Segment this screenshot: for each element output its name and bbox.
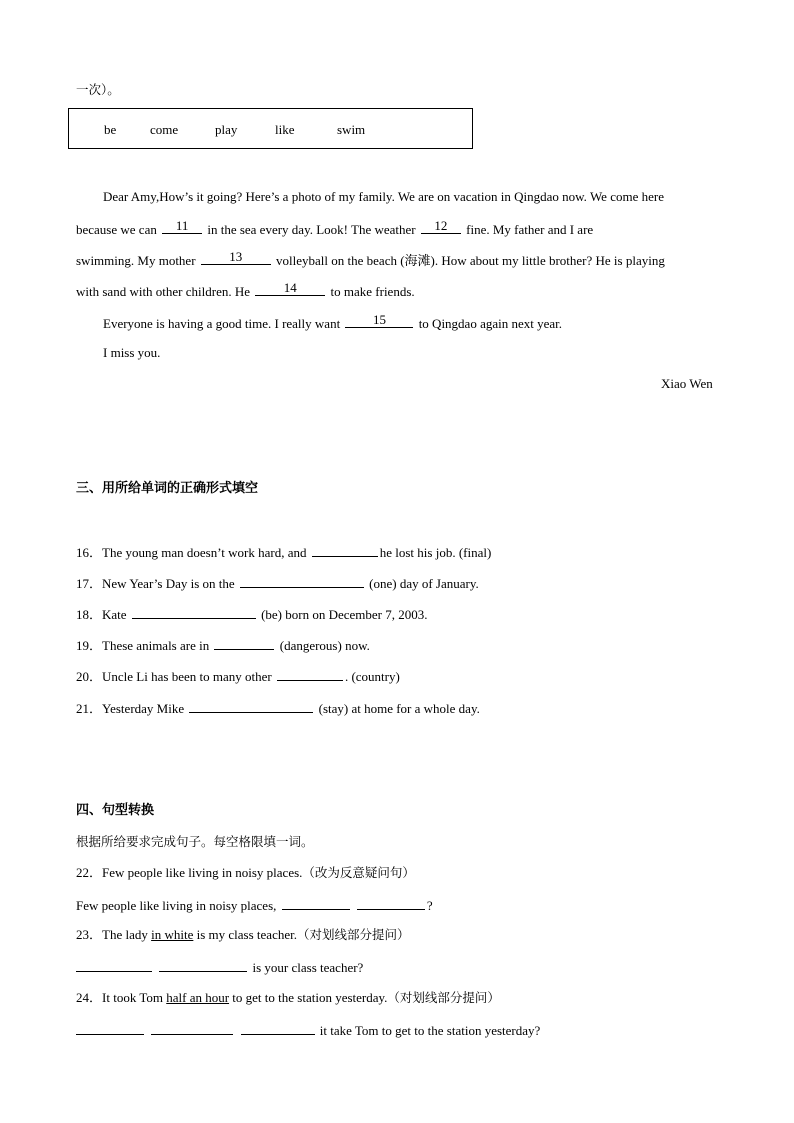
answer-blank-23b[interactable] — [159, 958, 247, 972]
question-18: 18．Kate (be) born on December 7, 2003. — [76, 607, 428, 622]
answer-blank-17[interactable] — [240, 574, 364, 588]
question-19: 19．These animals are in (dangerous) now. — [76, 638, 370, 653]
blank-15[interactable]: 15 — [345, 314, 413, 328]
signature: Xiao Wen — [661, 376, 713, 391]
answer-blank-24c[interactable] — [241, 1021, 315, 1035]
blank-11[interactable]: 11 — [162, 220, 202, 234]
question-20: 20．Uncle Li has been to many other . (country) — [76, 669, 400, 684]
top-fragment: 一次）。 — [76, 82, 120, 97]
word-play: play — [215, 122, 238, 137]
blank-14[interactable]: 14 — [255, 282, 325, 296]
question-23: 23．The lady in white is my class teacher.（对划线部分提问） — [76, 927, 410, 942]
word-box — [68, 108, 473, 149]
blank-12[interactable]: 12 — [421, 220, 461, 234]
answer-24: it take Tom to get to the station yesterday? — [76, 1021, 540, 1039]
answer-blank-19[interactable] — [214, 636, 274, 650]
blank-13[interactable]: 13 — [201, 251, 271, 265]
section-4-instruction: 根据所给要求完成句子。每空格限填一词。 — [76, 834, 314, 849]
passage-line-5: Everyone is having a good time. I really want 15 to Qingdao again next year. — [103, 312, 563, 331]
answer-22: Few people like living in noisy places, ? — [76, 898, 433, 913]
passage-line-6: I miss you. — [103, 345, 161, 360]
answer-blank-24b[interactable] — [151, 1021, 233, 1035]
passage-line-4: with sand with other children. He 14 to make friends. — [76, 280, 415, 299]
passage-line-3: swimming. My mother 13 volleyball on the beach (海滩). How about my little brother? He is playing — [76, 249, 665, 268]
word-swim: swim — [337, 122, 366, 137]
question-24: 24．It took Tom half an hour to get to the station yesterday.（对划线部分提问） — [76, 990, 500, 1005]
underlined-phrase-23: in white — [151, 927, 194, 942]
answer-23: is your class teacher? — [76, 958, 363, 976]
underlined-phrase-24: half an hour — [166, 990, 230, 1005]
answer-blank-21[interactable] — [189, 699, 313, 713]
question-16: 16．The young man doesn’t work hard, and he lost his job. (final) — [76, 545, 492, 560]
section-4-title: 四、句型转换 — [76, 803, 155, 818]
section-3-title: 三、用所给单词的正确形式填空 — [76, 481, 259, 496]
answer-blank-20[interactable] — [277, 667, 343, 681]
word-be: be — [104, 122, 117, 137]
answer-blank-18[interactable] — [132, 605, 256, 619]
passage-line-1: Dear Amy,How’s it going? Here’s a photo of my family. We are on vacation in Qingdao now. We come here — [103, 189, 664, 204]
question-21: 21．Yesterday Mike (stay) at home for a whole day. — [76, 701, 480, 716]
passage-line-2: because we can 11 in the sea every day. Look! The weather 12 fine. My father and I are — [76, 218, 594, 237]
answer-blank-22a[interactable] — [282, 896, 350, 910]
answer-blank-16[interactable] — [312, 543, 378, 557]
word-like: like — [275, 122, 295, 137]
word-come: come — [150, 122, 179, 137]
question-17: 17．New Year’s Day is on the (one) day of January. — [76, 576, 479, 591]
answer-blank-23a[interactable] — [76, 958, 152, 972]
question-22: 22．Few people like living in noisy places.（改为反意疑问句） — [76, 865, 415, 880]
answer-blank-22b[interactable] — [357, 896, 425, 910]
answer-blank-24a[interactable] — [76, 1021, 144, 1035]
